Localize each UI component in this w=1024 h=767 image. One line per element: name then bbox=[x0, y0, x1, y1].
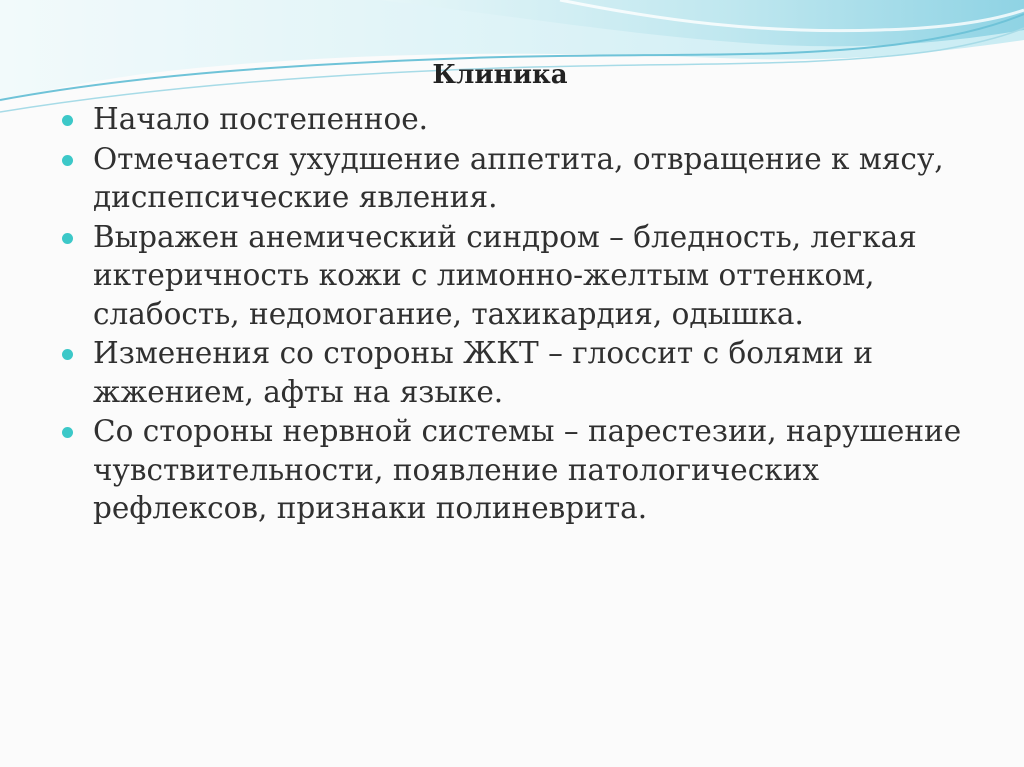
list-item bbox=[62, 218, 962, 334]
bullet-dot-icon bbox=[62, 349, 73, 360]
bullet-dot-icon bbox=[62, 233, 73, 244]
list-item bbox=[62, 334, 962, 411]
bullet-dot-icon bbox=[62, 115, 73, 126]
slide-title: Клиника bbox=[432, 60, 568, 90]
bullet-text: Отмечается ухудшение аппетита, отвращение к мясу, диспепсические явления. bbox=[93, 141, 944, 214]
bullet-text: Со стороны нервной системы – парестезии, нарушение чувствительности, появление патологических рефлексов, признаки полиневрита. bbox=[93, 414, 962, 525]
list-item bbox=[62, 412, 962, 528]
list-item bbox=[62, 100, 962, 139]
bullet-text: Начало постепенное. bbox=[93, 102, 429, 136]
list-item bbox=[62, 140, 962, 217]
bullet-list bbox=[62, 100, 962, 529]
bullet-dot-icon bbox=[62, 427, 73, 438]
bullet-text: Выражен анемический синдром – бледность, легкая иктеричность кожи с лимонно-желтым оттенком, слабость, недомогание, тахикардия, одышка. bbox=[93, 219, 917, 331]
bullet-dot-icon bbox=[62, 155, 73, 166]
bullet-text: Изменения со стороны ЖКТ – глоссит с болями и жжением, афты на языке. bbox=[93, 336, 874, 409]
